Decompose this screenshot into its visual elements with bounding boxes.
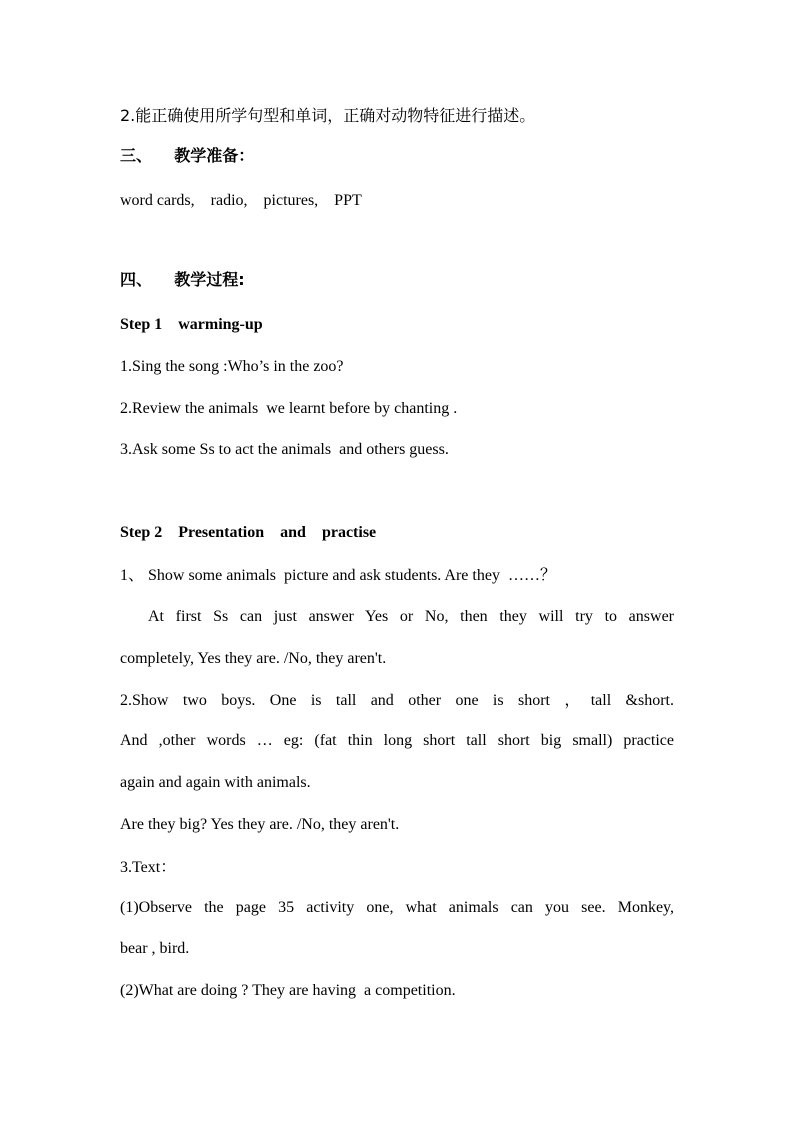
- preparation-heading: 三、 教学准备：: [120, 146, 255, 165]
- step1-item-3: 3.Ask some Ss to act the animals and others guess.: [120, 441, 449, 458]
- text-item-1-line-1: (1)Observe the page 35 activity one, what animals can you see. Monkey,: [120, 899, 674, 916]
- preparation-materials: word cards, radio, pictures, PPT: [120, 192, 362, 209]
- text-item-2: (2)What are doing ? They are having a competition.: [120, 982, 456, 999]
- step2-item-2-line-4: Are they big? Yes they are. /No, they aren't.: [120, 816, 400, 833]
- process-heading: 四、 教学过程:: [120, 270, 245, 289]
- step1-title: Step 1 warming-up: [120, 316, 263, 333]
- step2-item-2-line-2: And ,other words … eg: (fat thin long short tall short big small) practice: [120, 732, 674, 749]
- step1-item-1: 1.Sing the song :Who’s in the zoo?: [120, 358, 344, 375]
- step1-item-2: 2.Review the animals we learnt before by chanting .: [120, 400, 458, 417]
- step2-title: Step 2 Presentation and practise: [120, 524, 377, 541]
- step2-item-1-line-3: completely, Yes they are. /No, they aren't.: [120, 650, 387, 667]
- step2-item-2-line-1: 2.Show two boys. One is tall and other one is short ，tall &short.: [120, 692, 674, 709]
- step2-item-1-line-2: At first Ss can just answer Yes or No, then they will try to answer: [148, 608, 674, 625]
- text-item-1-line-2: bear , bird.: [120, 940, 190, 957]
- step2-item-2-line-3: again and again with animals.: [120, 774, 311, 791]
- objective-item-2: 2.能正确使用所学句型和单词，正确对动物特征进行描述。: [120, 106, 536, 125]
- step2-item-3: 3.Text：: [120, 859, 177, 876]
- step2-item-1: 1、 Show some animals picture and ask students. Are they ……？: [120, 567, 556, 584]
